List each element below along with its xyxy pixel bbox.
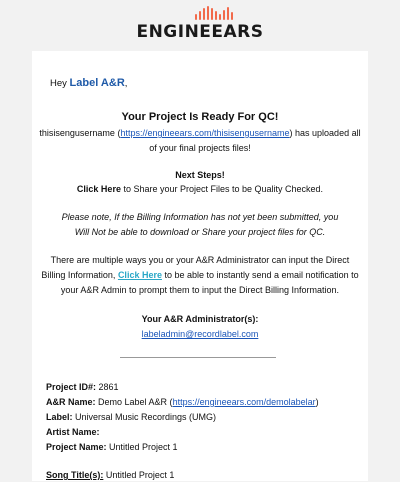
anr-name-label: A&R Name: [46,397,96,407]
logo-bar [207,6,209,20]
logo-bar [195,14,197,20]
project-id-row [46,381,358,394]
admin-info-line2 [32,269,368,282]
project-id-value: 2861 [96,382,119,392]
anr-name-row [46,396,358,409]
upload-notice-line1 [32,127,368,140]
paren-close: ) [315,397,319,407]
label-value: Universal Music Recordings (UMG) [72,412,217,422]
email-header [0,0,400,50]
logo-bar [227,7,229,20]
artist-name-label: Artist Name: [46,427,100,437]
paren-open: ( [114,128,121,138]
logo-waveform-icon [195,6,233,20]
uploader-name: thisisengusername [39,128,115,138]
brand-logo: ENGINEEARS [136,22,264,42]
upload-notice-rest: ) has uploaded all [289,128,361,138]
admin-info-suffix: to be able to instantly send a email notification to [161,270,359,280]
song-title-label: Song Title(s): [46,470,104,480]
next-steps-line [32,183,368,196]
billing-note-line1: Please note, If the Billing Information has not yet been submitted, you [61,212,339,222]
billing-note-line2: Will Not be able to download or Share your project files for QC. [74,227,326,237]
project-name-value: Untitled Project 1 [106,442,178,452]
logo-bar [211,8,213,20]
divider [120,357,276,358]
greeting-prefix: Hey [50,78,67,89]
uploader-profile-link[interactable]: https://engineears.com/thisisengusername [120,128,290,138]
label-row [46,411,358,424]
admin-info-line1: There are multiple ways you or your A&R Administrator can input the Direct [50,255,350,265]
anr-profile-link[interactable]: https://engineears.com/demolabelar [172,397,316,407]
upload-notice-line2: of your final projects files! [149,143,251,153]
admin-email-link[interactable]: labeladmin@recordlabel.com [141,329,259,339]
artist-name-row [46,426,358,439]
admin-label: Your A&R Administrator(s): [141,314,259,324]
share-files-link[interactable]: Click Here [76,184,121,194]
label-label: Label: [46,412,73,422]
next-steps-title: Next Steps! [175,170,225,180]
project-name-label: Project Name: [46,442,107,452]
project-id-label: Project ID#: [46,382,97,392]
project-name-row [46,441,358,454]
recipient-name: Label A&R [69,77,125,89]
admin-info-line3: your A&R Admin to prompt them to input the Direct Billing Information. [60,285,340,295]
logo-bar [215,11,217,20]
logo-bar [203,8,205,20]
notify-admin-link[interactable]: Click Here [117,270,162,280]
admin-info-prefix: Billing Information, [41,270,118,280]
email-body [32,51,368,481]
logo-bar [219,14,221,20]
anr-name-value: Demo Label A&R ( [95,397,173,407]
logo-bar [199,11,201,20]
logo-bar [231,12,233,20]
song-title-value: Untitled Project 1 [103,470,175,480]
greeting [50,77,127,90]
greeting-suffix: , [124,78,128,89]
headline: Your Project Is Ready For QC! [121,111,279,123]
logo-bar [223,10,225,20]
next-steps-rest: to Share your Project Files to be Quality Checked. [120,184,324,194]
